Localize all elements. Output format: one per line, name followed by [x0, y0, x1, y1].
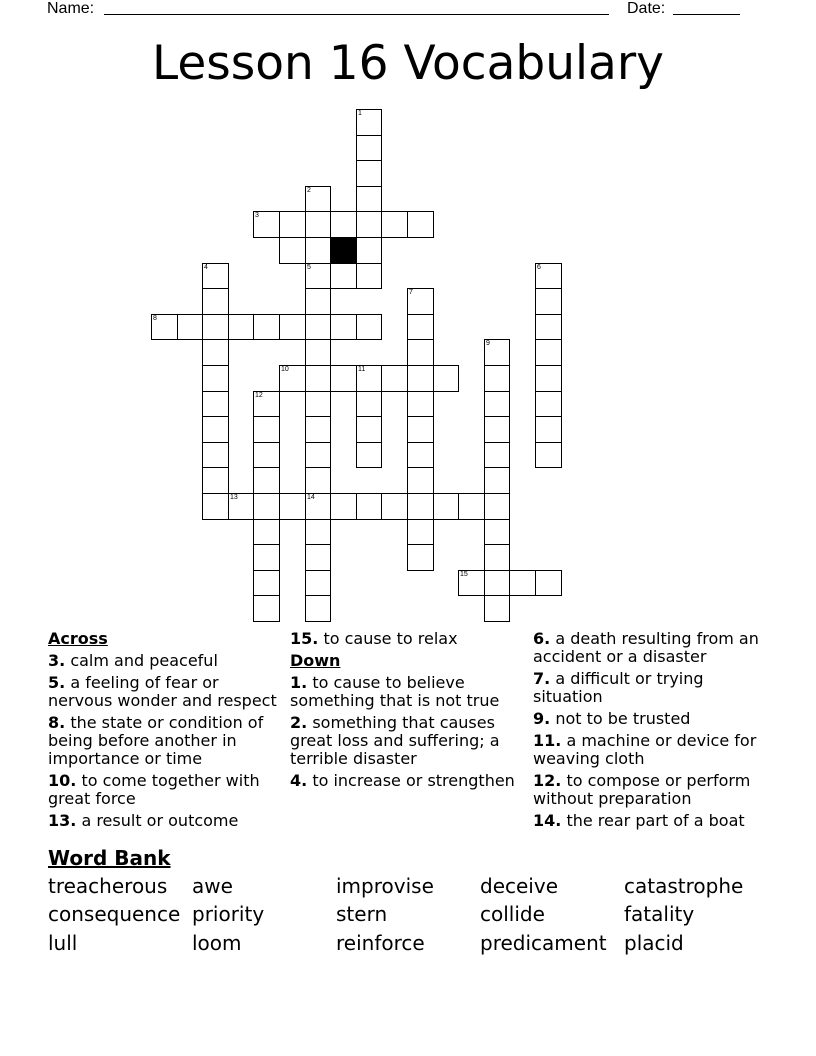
word-bank-word: fatality: [624, 902, 695, 926]
grid-cell[interactable]: [535, 416, 562, 443]
grid-cell[interactable]: [356, 263, 382, 289]
grid-cell[interactable]: [407, 416, 434, 443]
grid-cell[interactable]: [305, 391, 331, 417]
grid-cell[interactable]: [356, 135, 382, 161]
grid-cell[interactable]: [484, 519, 510, 545]
word-bank-word: consequence: [48, 902, 181, 926]
grid-cell[interactable]: [305, 416, 331, 443]
clue-across-10: 10. to come together with great force: [48, 771, 260, 808]
word-bank-word: collide: [480, 902, 545, 926]
clue-number: 3: [255, 212, 259, 219]
clue-number: 6: [537, 264, 541, 271]
grid-cell[interactable]: [433, 365, 459, 392]
grid-cell[interactable]: [202, 365, 229, 392]
grid-cell[interactable]: [305, 365, 331, 392]
clues-column-1: [48, 630, 283, 834]
grid-cell[interactable]: [407, 288, 434, 315]
grid-cell[interactable]: [458, 570, 485, 596]
clue-number: 11: [358, 366, 366, 373]
grid-cell[interactable]: [279, 314, 306, 340]
across-heading: Across: [48, 629, 108, 648]
grid-cell[interactable]: [202, 416, 229, 443]
grid-cell[interactable]: [381, 493, 408, 520]
grid-cell[interactable]: [356, 416, 382, 443]
grid-cell[interactable]: [177, 314, 203, 340]
grid-cell[interactable]: [484, 365, 510, 392]
grid-cell[interactable]: [535, 391, 562, 417]
grid-cell[interactable]: [305, 595, 331, 622]
clue-number: 4: [204, 264, 208, 271]
clue-number: 13: [230, 494, 238, 501]
clues-column-3: [533, 630, 773, 834]
grid-cell[interactable]: [356, 237, 382, 264]
grid-cell[interactable]: [484, 493, 510, 520]
grid-cell[interactable]: [228, 314, 254, 340]
grid-cell[interactable]: [305, 288, 331, 315]
grid-cell[interactable]: [535, 442, 562, 468]
clue-down-6: 6. a death resulting from an accident or a disaster: [533, 629, 759, 666]
grid-cell[interactable]: [305, 211, 331, 238]
grid-cell[interactable]: [407, 467, 434, 494]
grid-cell[interactable]: [279, 365, 306, 392]
grid-cell[interactable]: [535, 263, 562, 289]
clue-number: 14: [307, 494, 315, 501]
grid-cell[interactable]: [253, 493, 280, 520]
grid-cell[interactable]: [253, 211, 280, 238]
word-bank-word: loom: [192, 931, 242, 955]
clue-across-13: 13. a result or outcome: [48, 811, 239, 830]
word-bank-word: placid: [624, 931, 684, 955]
grid-cell[interactable]: [202, 442, 229, 468]
grid-cell[interactable]: [356, 391, 382, 417]
clues-column-2: [290, 630, 522, 794]
clue-number: 10: [281, 366, 289, 373]
clue-across-5: 5. a feeling of fear or nervous wonder and respect: [48, 673, 277, 710]
grid-cell[interactable]: [484, 544, 510, 571]
clue-down-11: 11. a machine or device for weaving cloth: [533, 731, 757, 768]
grid-cell[interactable]: [407, 211, 434, 238]
grid-cell[interactable]: [253, 595, 280, 622]
grid-cell[interactable]: [279, 211, 306, 238]
grid-cell[interactable]: [356, 160, 382, 187]
grid-cell[interactable]: [202, 314, 229, 340]
clue-number: 8: [153, 315, 157, 322]
clue-number: 1: [358, 110, 362, 117]
grid-cell[interactable]: [253, 391, 280, 417]
grid-cell[interactable]: [407, 544, 434, 571]
grid-cell[interactable]: [330, 263, 357, 289]
grid-cell[interactable]: [330, 314, 357, 340]
grid-cell[interactable]: [535, 570, 562, 596]
name-line[interactable]: [104, 14, 609, 15]
grid-cell[interactable]: [484, 595, 510, 622]
word-bank-word: priority: [192, 902, 265, 926]
grid-cell[interactable]: [381, 211, 408, 238]
grid-cell[interactable]: [202, 263, 229, 289]
grid-cell[interactable]: [484, 442, 510, 468]
grid-cell[interactable]: [356, 442, 382, 468]
grid-cell[interactable]: [305, 519, 331, 545]
grid-cell[interactable]: [484, 467, 510, 494]
name-label: Name:: [47, 0, 95, 17]
grid-cell[interactable]: [458, 493, 485, 520]
clue-across-15: 15. to cause to relax: [290, 629, 458, 648]
grid-cell[interactable]: [407, 442, 434, 468]
grid-cell[interactable]: [305, 442, 331, 468]
grid-cell[interactable]: [535, 365, 562, 392]
grid-cell[interactable]: [356, 186, 382, 212]
word-bank-word: catastrophe: [624, 874, 744, 898]
clue-across-3: 3. calm and peaceful: [48, 651, 218, 670]
grid-cell[interactable]: [305, 237, 331, 264]
grid-cell[interactable]: [305, 544, 331, 571]
grid-cell[interactable]: [305, 339, 331, 366]
grid-cell[interactable]: [202, 288, 229, 315]
grid-cell[interactable]: [407, 493, 434, 520]
grid-cell[interactable]: [202, 391, 229, 417]
word-bank-word: improvise: [336, 874, 434, 898]
grid-cell[interactable]: [535, 288, 562, 315]
grid-cell[interactable]: [407, 519, 434, 545]
grid-cell[interactable]: [330, 365, 357, 392]
grid-cell[interactable]: [535, 339, 562, 366]
grid-cell[interactable]: [484, 339, 510, 366]
grid-cell[interactable]: [356, 493, 382, 520]
grid-cell[interactable]: [509, 570, 536, 596]
grid-cell[interactable]: [305, 186, 331, 212]
clue-down-4: 4. to increase or strengthen: [290, 771, 515, 790]
word-bank-word: deceive: [480, 874, 558, 898]
grid-cell[interactable]: [356, 365, 382, 392]
grid-cell[interactable]: [305, 467, 331, 494]
grid-cell[interactable]: [381, 365, 408, 392]
grid-cell[interactable]: [407, 365, 434, 392]
grid-cell[interactable]: [330, 211, 357, 238]
grid-cell[interactable]: [279, 237, 306, 264]
grid-cell[interactable]: [253, 314, 280, 340]
word-bank-word: lull: [48, 931, 78, 955]
clue-down-7: 7. a difficult or trying situation: [533, 669, 704, 706]
grid-block: [330, 237, 357, 264]
page-title: Lesson 16 Vocabulary: [152, 36, 664, 91]
grid-cell[interactable]: [151, 314, 178, 340]
grid-cell[interactable]: [202, 467, 229, 494]
word-bank-word: predicament: [480, 931, 607, 955]
clue-number: 12: [255, 392, 263, 399]
grid-cell[interactable]: [484, 391, 510, 417]
clue-down-14: 14. the rear part of a boat: [533, 811, 745, 830]
grid-cell[interactable]: [535, 314, 562, 340]
grid-cell[interactable]: [253, 519, 280, 545]
grid-cell[interactable]: [356, 211, 382, 238]
word-bank-word: reinforce: [336, 931, 425, 955]
grid-cell[interactable]: [253, 467, 280, 494]
date-label: Date:: [627, 0, 666, 17]
grid-cell[interactable]: [484, 416, 510, 443]
grid-cell[interactable]: [305, 263, 331, 289]
clue-down-2: 2. something that causes great loss and suffering; a terrible disaster: [290, 713, 500, 768]
grid-cell[interactable]: [202, 493, 229, 520]
grid-cell[interactable]: [253, 442, 280, 468]
clue-down-1: 1. to cause to believe something that is not true: [290, 673, 500, 710]
grid-cell[interactable]: [202, 339, 229, 366]
grid-cell[interactable]: [407, 339, 434, 366]
grid-cell[interactable]: [356, 109, 382, 136]
grid-cell[interactable]: [484, 570, 510, 596]
grid-cell[interactable]: [305, 570, 331, 596]
clue-number: 7: [409, 289, 413, 296]
grid-cell[interactable]: [253, 416, 280, 443]
down-heading: Down: [290, 651, 341, 670]
grid-cell[interactable]: [330, 493, 357, 520]
grid-cell[interactable]: [433, 493, 459, 520]
grid-cell[interactable]: [253, 544, 280, 571]
grid-cell[interactable]: [305, 493, 331, 520]
word-bank-word: treacherous: [48, 874, 168, 898]
date-line[interactable]: [673, 14, 740, 15]
clue-number: 15: [460, 571, 468, 578]
clue-down-12: 12. to compose or perform without preparation: [533, 771, 751, 808]
clue-number: 5: [307, 264, 311, 271]
clue-across-8: 8. the state or condition of being before another in importance or time: [48, 713, 264, 768]
grid-cell[interactable]: [305, 314, 331, 340]
clue-down-9: 9. not to be trusted: [533, 709, 691, 728]
word-bank-title: Word Bank: [48, 846, 171, 870]
word-bank-word: awe: [192, 874, 233, 898]
grid-cell[interactable]: [407, 391, 434, 417]
grid-cell[interactable]: [356, 314, 382, 340]
grid-cell[interactable]: [253, 570, 280, 596]
grid-cell[interactable]: [407, 314, 434, 340]
word-bank-word: stern: [336, 902, 388, 926]
grid-cell[interactable]: [279, 493, 306, 520]
clue-number: 9: [486, 340, 490, 347]
grid-cell[interactable]: [228, 493, 254, 520]
clue-number: 2: [307, 187, 311, 194]
